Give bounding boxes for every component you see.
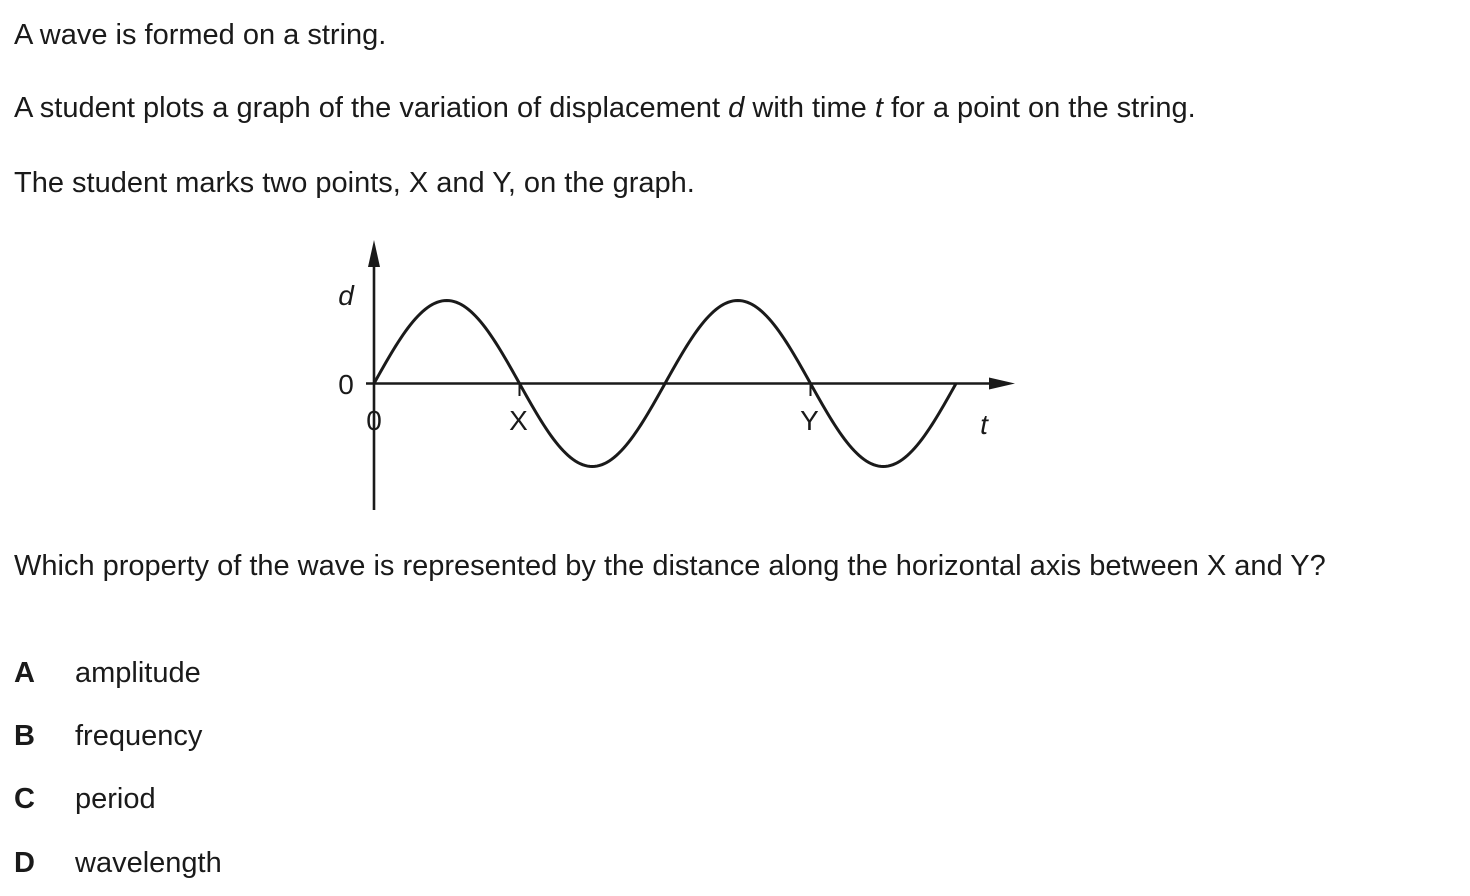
y-axis-arrowhead [368, 240, 380, 267]
intro-line-2-part-5: for a point on the string. [882, 92, 1196, 124]
intro-line-2-part-3: with time [744, 92, 875, 124]
option-d-letter: D [14, 847, 35, 879]
option-a-letter: A [14, 657, 35, 689]
x-axis-arrowhead [989, 378, 1015, 390]
intro-line-2-part-1: A student plots a graph of the variation of displacement [14, 92, 729, 124]
option-b-text: frequency [75, 720, 203, 752]
x-tick-label-zero: 0 [366, 405, 382, 436]
option-c-letter: C [14, 783, 35, 815]
option-a-text: amplitude [75, 657, 201, 689]
option-d-text: wavelength [75, 847, 222, 879]
option-a [14, 656, 201, 690]
option-b-letter: B [14, 720, 35, 752]
point-y-label: Y [800, 405, 819, 436]
option-c-text: period [75, 783, 156, 815]
option-b [14, 719, 202, 753]
y-axis-label: d [338, 280, 354, 311]
x-axis-label: t [980, 409, 988, 440]
variable-d: d [728, 92, 745, 124]
point-x-label: X [509, 405, 528, 436]
intro-line-3: The student marks two points, X and Y, on the graph. [14, 167, 695, 199]
y-tick-label-zero: 0 [338, 369, 354, 400]
option-d [14, 846, 222, 880]
question-text: Which property of the wave is represented by the distance along the horizontal axis between X and Y? [14, 550, 1326, 582]
option-c [14, 782, 156, 816]
variable-t: t [874, 92, 883, 124]
intro-line-1: A wave is formed on a string. [14, 19, 387, 51]
